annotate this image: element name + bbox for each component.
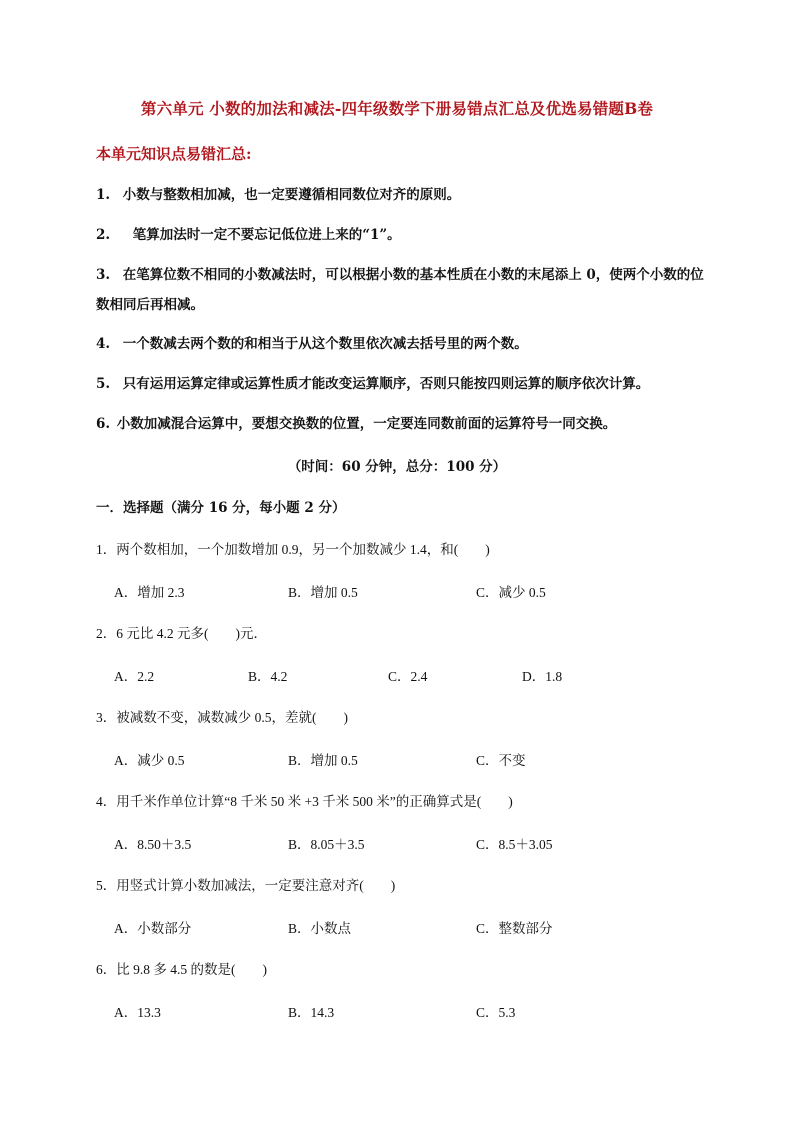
- question-4-option-a[interactable]: A．8.50＋3.5: [114, 837, 192, 852]
- question-6-option-c[interactable]: C．5.3: [476, 1005, 516, 1020]
- knowledge-point-5: [96, 369, 706, 399]
- question-1-stem: 1．两个数相加，一个加数增加 0.9，另一个加数减少 1.4，和( ): [96, 542, 490, 557]
- point-text: 笔算加法时一定不要忘记低位进上来的“1”。: [132, 227, 401, 243]
- question-6-stem: 6．比 9.8 多 4.5 的数是( ): [96, 962, 267, 977]
- point-text: 小数加减混合运算中，要想交换数的位置，一定要连同数前面的运算符号一同交换。: [116, 416, 617, 432]
- time-info: （时间：60 分钟，总分：100 分）: [287, 459, 507, 475]
- point-number: 2.: [96, 227, 111, 243]
- section-heading: 本单元知识点易错汇总:: [96, 145, 252, 163]
- question-6-option-a[interactable]: A．13.3: [114, 1005, 161, 1020]
- question-6-option-b[interactable]: B．14.3: [288, 1005, 335, 1020]
- knowledge-point-2: [96, 220, 706, 250]
- question-5-option-a[interactable]: A．小数部分: [114, 921, 192, 936]
- question-1-option-a[interactable]: A．增加 2.3: [114, 585, 185, 600]
- question-5-option-b[interactable]: B．小数点: [288, 921, 352, 936]
- question-3-option-a[interactable]: A．减少 0.5: [114, 753, 185, 768]
- point-text: 在笔算位数不相同的小数减法时，可以根据小数的基本性质在小数的末尾添上 0，使两个小数的位数相同后再相减。: [96, 267, 704, 313]
- knowledge-point-6: [96, 409, 706, 439]
- question-4-stem: 4．用千米作单位计算“8 千米 50 米 +3 千米 500 米”的正确算式是( ): [96, 794, 513, 809]
- question-5-option-c[interactable]: C．整数部分: [476, 921, 553, 936]
- question-2-option-a[interactable]: A．2.2: [114, 669, 155, 684]
- question-4-option-b[interactable]: B．8.05＋3.5: [288, 837, 365, 852]
- point-number: 1.: [96, 187, 111, 203]
- question-1-option-b[interactable]: B．增加 0.5: [288, 585, 358, 600]
- knowledge-point-4: [96, 329, 706, 359]
- point-number: 5.: [96, 376, 111, 392]
- point-text: 一个数减去两个数的和相当于从这个数里依次减去括号里的两个数。: [122, 336, 528, 352]
- question-2-option-b[interactable]: B．4.2: [248, 669, 288, 684]
- question-3-option-b[interactable]: B．增加 0.5: [288, 753, 358, 768]
- question-3-option-c[interactable]: C．不变: [476, 753, 526, 768]
- question-2-option-d[interactable]: D．1.8: [522, 669, 563, 684]
- point-text: 只有运用运算定律或运算性质才能改变运算顺序，否则只能按四则运算的顺序依次计算。: [122, 376, 650, 392]
- page-title: 第六单元 小数的加法和减法-四年级数学下册易错点汇总及优选易错题B卷: [140, 99, 654, 118]
- point-number: 4.: [96, 336, 111, 352]
- point-number: 6.: [96, 416, 111, 432]
- point-number: 3.: [96, 267, 111, 283]
- question-1-option-c[interactable]: C．减少 0.5: [476, 585, 546, 600]
- question-2-stem: 2．6 元比 4.2 元多( )元．: [96, 626, 267, 641]
- question-5-stem: 5．用竖式计算小数加减法，一定要注意对齐( ): [96, 878, 396, 893]
- knowledge-point-1: [96, 180, 706, 210]
- question-3-stem: 3．被减数不变，减数减少 0.5，差就( ): [96, 710, 348, 725]
- point-text: 小数与整数相加减，也一定要遵循相同数位对齐的原则。: [122, 187, 461, 203]
- question-4-option-c[interactable]: C．8.5＋3.05: [476, 837, 553, 852]
- knowledge-point-3: [96, 260, 706, 320]
- part-heading: 一．选择题（满分 16 分，每小题 2 分）: [96, 500, 346, 516]
- question-2-option-c[interactable]: C．2.4: [388, 669, 428, 684]
